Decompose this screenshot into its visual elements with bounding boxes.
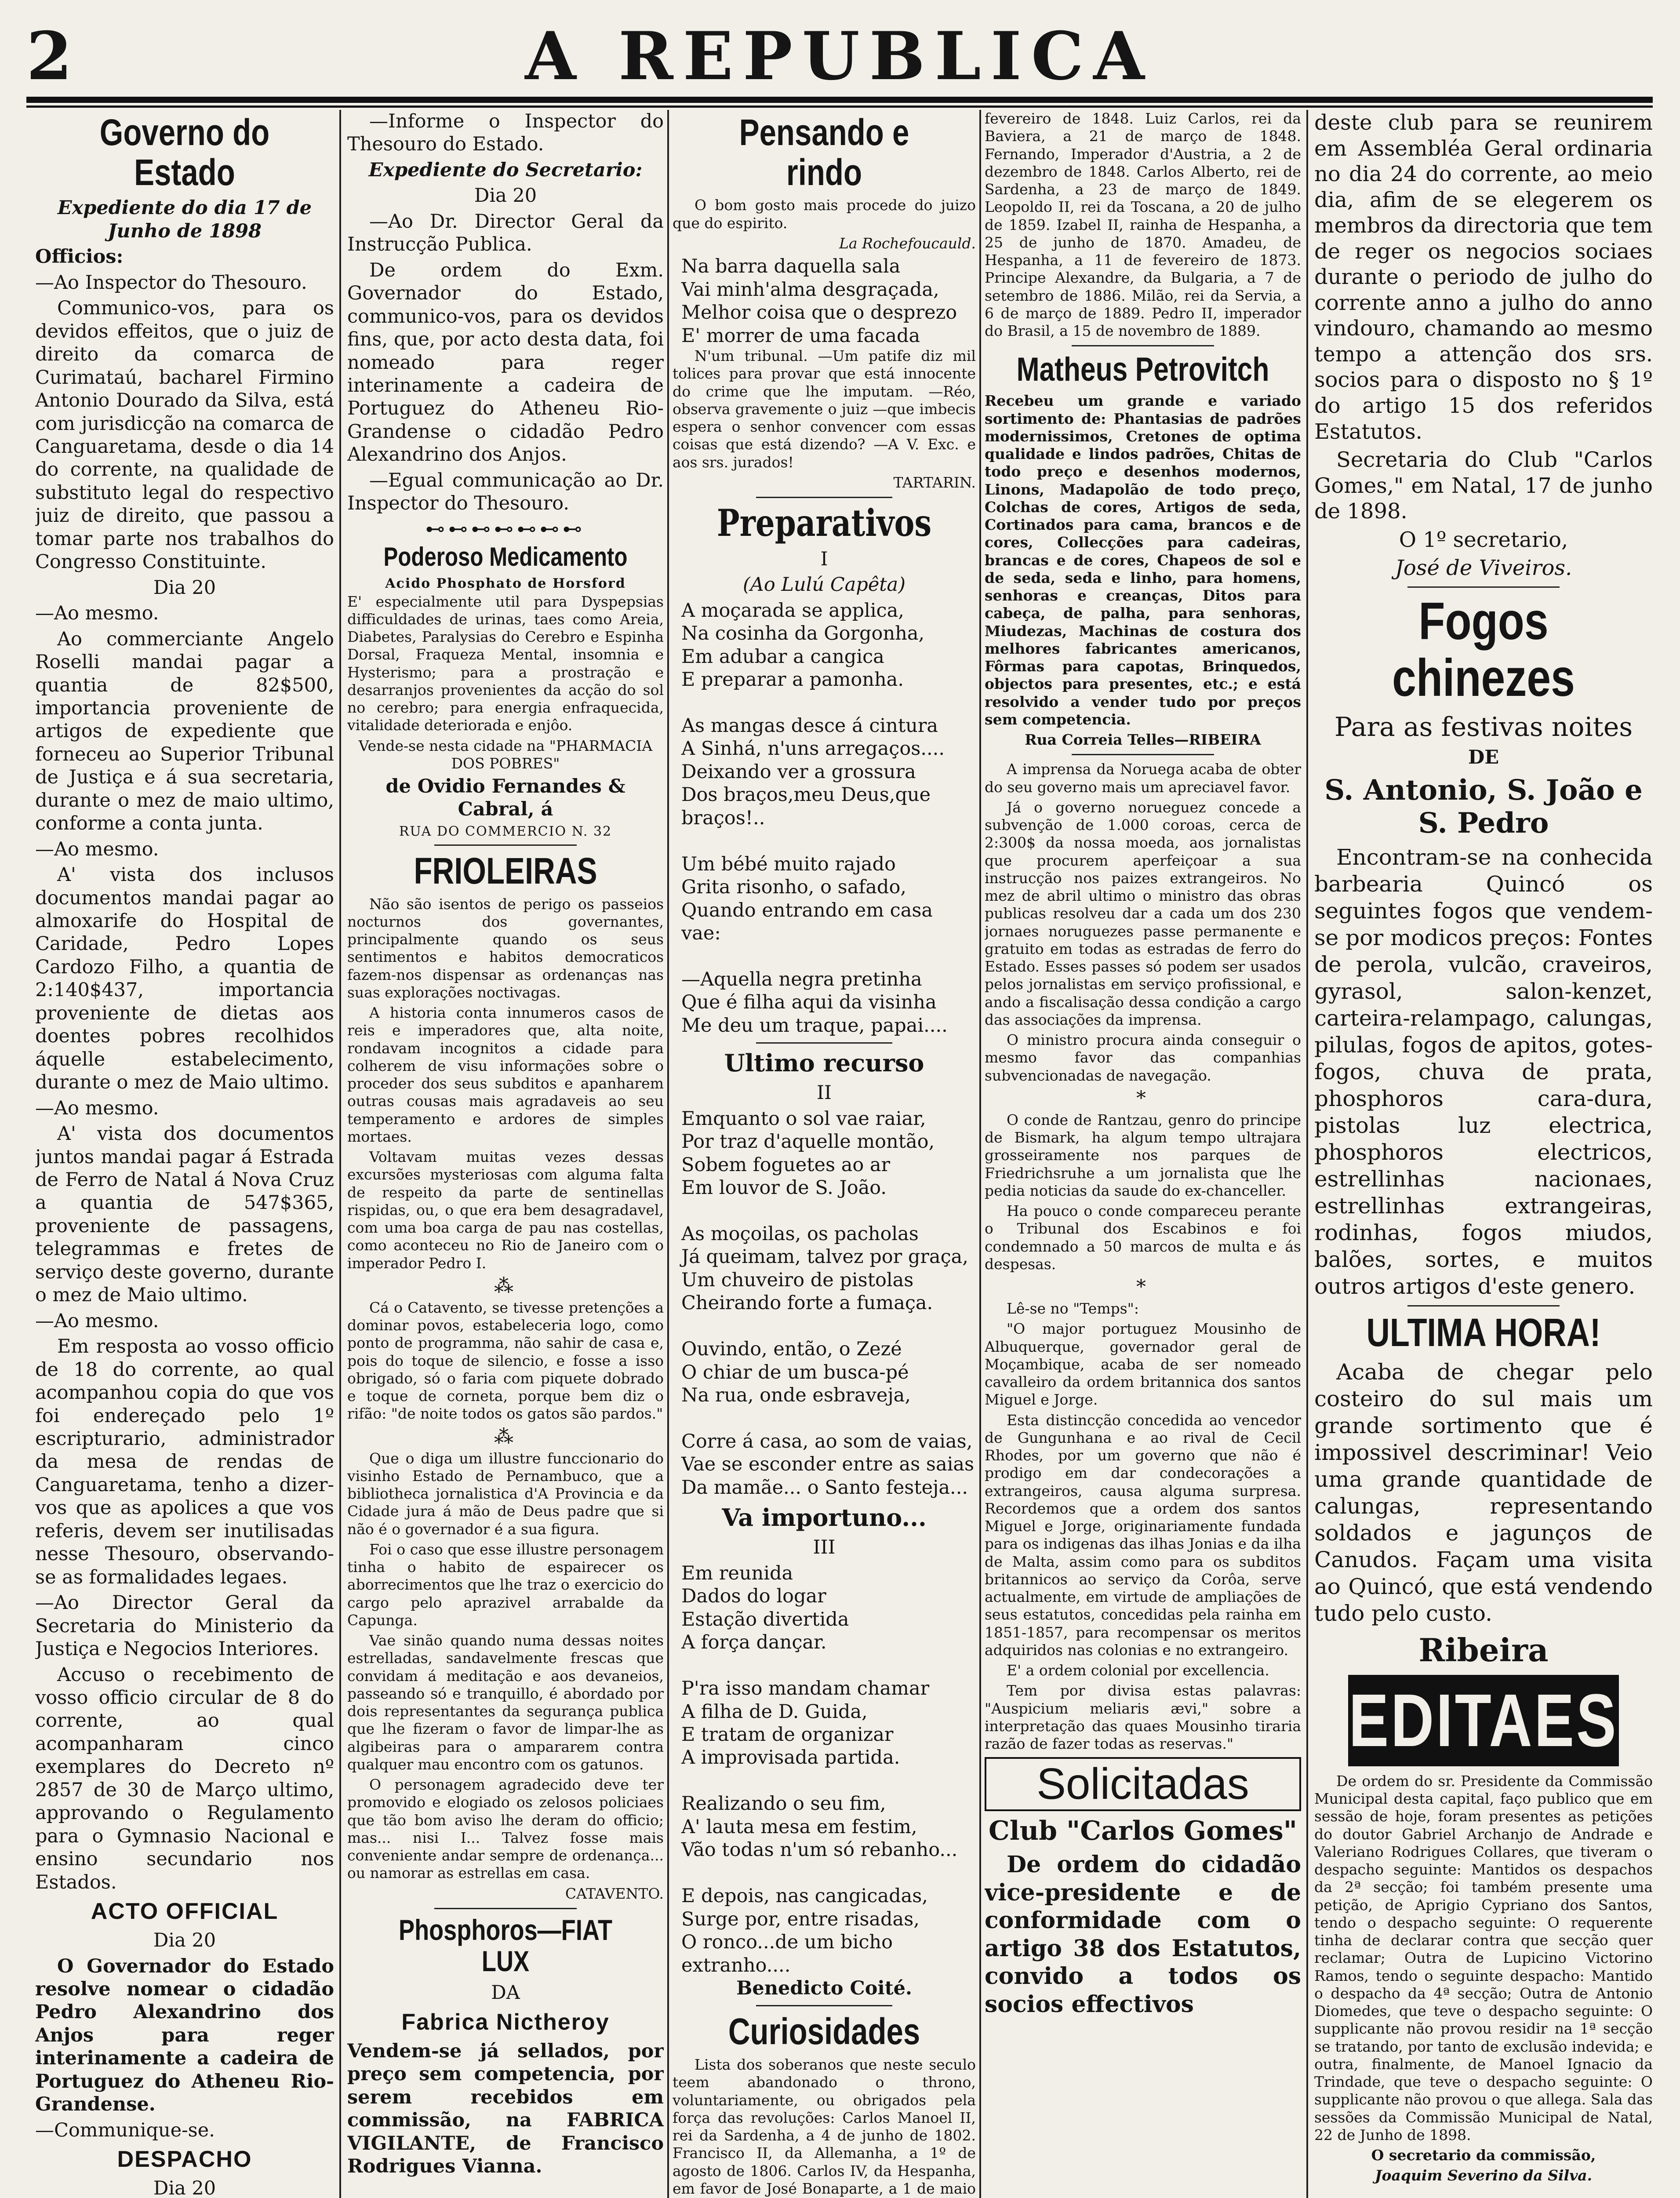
fogos-saints: S. Antonio, S. João e S. Pedro [1324, 773, 1643, 840]
ad-medicamento-body: E' especialmente util para Dyspepsias difficuldades de urinas, taes como Areia, Diabetes, Paralysias do Cerebro e Espinha Dorsal, Fraqueza Mental, insomnia e Hysterismo; para a prostração e desarranjos provenientes da acção do sol no cerebro; para energia enfraquecida, vitalidade deteriorada e enjôo. [347, 593, 664, 734]
ultimo-recurso-heading: Ultimo recurso [724, 1049, 924, 1077]
verse-line: Vae se esconder entre as saias [681, 1453, 975, 1476]
verse-line: Vai minh'alma desgraçada, [681, 278, 939, 301]
poem-number: III [813, 1536, 836, 1559]
quote-author: La Rochefoucauld. [839, 234, 976, 252]
column-divider [979, 110, 981, 2198]
article-paragraph: fevereiro de 1848. Luiz Carlos, rei da Baviera, a 21 de março de 1848. Fernando, Imperador d'Austria, a 2 de dezembro de 1848. Carlos Alberto, rei de Sardenha, a 23 de março de 1849. Leopoldo II, rei da Toscana, a 20 de julho de 1859. Izabel II, rainha de Hespanha, a 25 de junho de 1870. Amadeu, de Hespanha, a 11 de fevereiro de 1873. Principe Alexandre, da Bulgaria, a 7 de setembro de 1886. Milão, rei da Servia, a 6 de março de 1889. Pedro II, imperador do Brasil, a 15 de novembro de 1889. [985, 110, 1301, 339]
article-paragraph: N'um tribunal. —Um patife diz mil tolices para provar que está innocente do crime que lhe imputam. —Réo, observa gravemente o juiz —que imbecis espera o senhor convencer com essas coisas que está dizendo? —A V. Exc. e aos srs. jurados! [673, 347, 976, 471]
ad-phosphoros-title: Phosphoros—FIAT LUX [398, 1913, 613, 1978]
fogos-subheading: Para as festivas noites [1334, 712, 1633, 743]
verse-line: A força dançar. [681, 1631, 827, 1654]
poem-number: II [817, 1082, 832, 1104]
ad-phosphoros-da: DA [491, 1982, 520, 2004]
verse-line: Na rua, onde esbraveja, [681, 1384, 911, 1407]
verse-line: O chiar de um busca-pé [681, 1361, 909, 1383]
expediente-date: Expediente do dia 17 de Junho de 1898 [57, 197, 312, 242]
verse-line: —Aquella negra pretinha [681, 968, 922, 990]
divider [756, 1042, 893, 1044]
verse-line: As mangas desce á cintura [681, 714, 938, 737]
column-2 [347, 110, 664, 2198]
article-paragraph: Communico-vos, para os devidos effeitos, que o juiz de direito da comarca de Curimataú, bacharel Firmino Antonio Dourado da Silva, está com jurisdicção na comarca de Canguaretama, desde o dia 14 do corrente, na qualidade de substituto legal do respectivo juiz de direito, que passou a tomar parte nos trabalhos do Congresso Constituinte. [35, 297, 334, 573]
ultima-hora-body: Acaba de chegar pelo costeiro do sul mais um grande sortimento que é impossivel descriminar! Veio uma grande quantidade de calungas, representando soldados e jagunços de Canudos. Façam uma visita ao Quincó, que está vendendo tudo pelo custo. [1314, 1359, 1653, 1626]
ad-petrovitch-title: Matheus Petrovitch [1016, 351, 1269, 389]
article-paragraph: O Governador do Estado resolve nomear o cidadão Pedro Alexandrino dos Anjos para reger interinamente a cadeira de Portuguez do Atheneu Rio-Grandense. [35, 1955, 334, 2116]
ad-medicamento-sale: Vende-se nesta cidade na "PHARMACIA DOS POBRES" [358, 737, 653, 772]
asterism-icon: ⁂ [494, 1425, 517, 1448]
asterisk-icon: * [1136, 1276, 1149, 1299]
article-paragraph: Em resposta ao vosso officio de 18 do corrente, ao qual acompanhou copia do que vos foi endereçado pelo 1º escripturario, administrador da mesa de rendas de Canguaretama, tenho a dizer-vos que as apolices a que vos referis, devem ser inutilisadas nesse Thesouro, observando-se as formalidades legaes. [35, 1336, 334, 1588]
column-4 [985, 110, 1301, 2198]
verse-line [681, 1407, 976, 1430]
divider [434, 1908, 577, 1909]
masthead-rule [26, 97, 1653, 103]
verse-line: Corre á casa, ao som de vaias, [681, 1430, 973, 1453]
article-paragraph: Vae sinão quando numa dessas noites estrelladas, sandavelmente frescas que convidam á meditação e aos devaneios, passeando só e tranquillo, é abordado por dois representantes da segurança publica que lhe fizeram o favor de limpar-lhe as algibeiras para o ampararem contra qualquer mau encontro com os gatunos. [347, 1632, 664, 1773]
column-divider [1306, 110, 1308, 2198]
expediente-secretario: Expediente do Secretario: [368, 159, 643, 181]
ad-phosphoros-body: Vendem-se já sellados, por preço sem competencia, por serem recebidos em commissão, na FABRICA VIGILANTE, de Francisco Rodrigues Vianna. [347, 2040, 664, 2178]
masthead [26, 18, 1653, 106]
article-paragraph: Que o diga um illustre funccionario do visinho Estado de Pernambuco, que a bibliotheca jornalistica d'A Provincia e da Cidade jura á mão de Deus padre que si não é o governador é a sua figura. [347, 1449, 664, 1538]
column-5 [1314, 110, 1653, 2198]
ad-medicamento-subtitle: Acido Phosphato de Horsford [385, 575, 626, 591]
ad-medicamento-seller: de Ovidio Fernandes & Cabral, á [385, 775, 625, 821]
verse-line: E tratam de organizar [681, 1724, 894, 1746]
newspaper-title: A REPUBLICA [525, 18, 1154, 95]
signature-name: José de Viveiros. [1395, 556, 1572, 581]
verse-line: A' lauta mesa em festim, [681, 1816, 917, 1838]
verse-line: Dos braços,meu Deus,que braços!.. [681, 784, 931, 829]
day-label: Dia 20 [153, 2177, 216, 2198]
article-paragraph: —Ao Inspector do Thesouro. [35, 271, 307, 294]
verse-line [681, 830, 976, 852]
ad-phosphoros-factory: Fabrica Nictheroy [401, 2009, 610, 2035]
club-heading: Club "Carlos Gomes" [989, 1816, 1297, 1847]
poem-dedication: (Ao Lulú Capêta) [743, 574, 905, 596]
verse-line: A Sinhá, n'uns arregaços.... [681, 738, 945, 760]
article-paragraph: —Ao mesmo. [35, 1097, 159, 1119]
article-paragraph: O conde de Rantzau, genro do principe de Bismark, ha algum tempo ultrajara grosseiramente nos parques de Friedrichsruhe a um jornalista que lhe pedia noticias da saude do ex-chanceller. [985, 1111, 1301, 1199]
frioleiras-heading: FRIOLEIRAS [414, 850, 597, 892]
ad-petrovitch-body: Recebeu um grande e variado sortimento de: Phantasias de padrões modernissimos, Cretones de optima qualidade e lindos padrões, Chitas de todo preço e desenhos modernos, Linons, Madapolão de todo preço, Colchas de cores, Artigos de seda, Cortinados para cama, brancos e de cores, Collecções para cadeiras, brancas e de cores, Chapeos de sol e de seda, seda e linho, para homens, senhoras e creanças, Ditos para cabeça, de palha, para senhoras, Miudezas, Machinas de costura dos melhores fabricantes americanos, Fôrmas para capotas, Brinquedos, objectos para presentes, etc.; e está resolvido a vender tudo por preços sem competencia. [985, 392, 1301, 728]
signature-title: O 1º secretario, [1399, 527, 1568, 552]
article-paragraph: "O major portuguez Mousinho de Albuquerque, governador geral de Moçambique, acaba de ser nomeado cavalleiro da ordem britannica dos santos Miguel e Jorge. [985, 1320, 1301, 1408]
verse-line: Um chuveiro de pistolas [681, 1269, 914, 1291]
divider [756, 2005, 893, 2006]
article-paragraph: De ordem do Exm. Governador do Estado, communico-vos, para os devidos fins, que, por acto desta data, foi nomeado para reger interinamente a cadeira de Portuguez do Atheneu Rio-Grandense o cidadão Pedro Alexandrino dos Anjos. [347, 259, 664, 466]
article-paragraph: —Ao Director Geral da Secretaria do Ministerio da Justiça e Negocios Interiores. [35, 1592, 334, 1660]
day-label: Dia 20 [474, 185, 537, 207]
page-number: 2 [26, 18, 73, 95]
article-paragraph: Ha pouco o conde compareceu perante o Tribunal dos Escabinos e foi condemnado a 50 marcos de multa e ás despesas. [985, 1202, 1301, 1273]
divider [1407, 586, 1560, 588]
ribeira-label: Ribeira [1418, 1631, 1549, 1669]
acto-official-heading: ACTO OFFICIAL [91, 1899, 279, 1925]
ultima-hora-heading: ULTIMA HORA! [1366, 1310, 1601, 1355]
verse-line [681, 1200, 976, 1223]
article-paragraph: O ministro procura ainda conseguir o mesmo favor das companhias subvencionadas de navegação. [985, 1031, 1301, 1084]
verse-line: Por traz d'aquelle montão, [681, 1131, 935, 1153]
day-label: Dia 20 [153, 1929, 216, 1952]
masthead-rule-thin [26, 106, 1653, 108]
article-paragraph: Voltavam muitas vezes dessas excursões mysteriosas com alguma falta de respeito da parte de sentinellas rispidas, ou, o que era bem desagradavel, com uma boa carga de pau nas costellas, como aconteceu no Rio de Janeiro com o imperador Pedro I. [347, 1148, 664, 1272]
verse-line [681, 1654, 976, 1677]
section-heading-governo: Governo do Estado [99, 112, 270, 193]
verse-line: Estação divertida [681, 1608, 849, 1630]
verse-line: P'ra isso mandam chamar [681, 1678, 930, 1700]
verse-block [673, 1107, 976, 1499]
divider [756, 497, 893, 498]
divider [434, 844, 577, 846]
editaes-signature-name: Joaquim Severino da Silva. [1375, 2167, 1593, 2184]
verse-line: Realizando o seu fim, [681, 1793, 886, 1815]
verse-line [681, 1862, 976, 1885]
article-paragraph: —Ao mesmo. [35, 838, 159, 860]
verse-line: Já queimam, talvez por graça, [681, 1246, 968, 1268]
editaes-heading: EDITAES [1348, 1675, 1619, 1766]
fogos-heading: Fogos chinezes [1392, 591, 1575, 708]
poem-number: I [820, 548, 828, 570]
pensando-heading: Pensando e rindo [739, 112, 909, 193]
article-paragraph: A imprensa da Noruega acaba de obter do seu governo mais um apreciavel favor. [985, 761, 1301, 796]
article-paragraph: —Egual communicação ao Dr. Inspector do Thesouro. [347, 469, 664, 515]
verse-line: Da mamãe... o Santo festeja... [681, 1476, 968, 1499]
article-paragraph: Não são isentos de perigo os passeios nocturnos dos governantes, principalmente quando os seus sentimentos e habitos democraticos fazem-nos dispensar as ordenanças nas suas explorações noctivagas. [347, 895, 664, 1001]
author-signature: CATAVENTO. [565, 1885, 664, 1902]
va-importuno-heading: Va importuno... [722, 1503, 927, 1532]
verse-line: Sobem foguetes ao ar [681, 1154, 891, 1176]
officios-label: Officios: [35, 246, 124, 268]
verse-line: Surge por, entre risadas, [681, 1908, 920, 1930]
despacho-heading: DESPACHO [117, 2147, 252, 2173]
ad-petrovitch-address: Rua Correia Telles—RIBEIRA [1025, 731, 1261, 749]
article-paragraph: —Ao Dr. Director Geral da Instrucção Publica. [347, 210, 664, 256]
article-paragraph: O personagem agradecido deve ter promovido e elogiado os zelosos policiaes que tão bom aviso lhe deram do officio; mas... nisi I... Talvez fosse mais conveniente andar sempre de ordenança... ou namorar as estrellas em casa. [347, 1776, 664, 1882]
asterism-icon: ⁂ [494, 1274, 517, 1297]
verse-line [681, 691, 976, 714]
ornament-divider: ⊷⊷⊷⊷⊷⊷⊷ [425, 517, 585, 540]
article-paragraph: A' vista dos inclusos documentos mandai pagar ao almoxarife do Hospital de Caridade, Pedro Lopes Cardozo Filho, a quantia de 2:140$437, importancia proveniente de dietas aos doentes pobres recolhidos áquelle estabelecimento, durante o mez de Maio ultimo. [35, 864, 334, 1094]
verse-line: Um bébé muito rajado [681, 853, 896, 875]
verse-block [673, 255, 976, 347]
article-paragraph: Foi o caso que esse illustre personagem tinha o habito de espairecer os aborrecimentos que lhe traz o exercicio do cargo pelo aprazivel arrabalde da Capunga. [347, 1540, 664, 1629]
verse-line: Vão todas n'um só rebanho... [681, 1839, 958, 1861]
article-paragraph: A' vista dos documentos juntos mandai pagar á Estrada de Ferro de Natal á Nova Cruz a quantia de 547$365, proveniente de passagens, telegrammas e fretes de serviço deste governo, durante o mez de Maio ultimo. [35, 1123, 334, 1306]
column-divider [339, 110, 341, 2198]
club-notice: De ordem do cidadão vice-presidente e de conformidade com o artigo 38 dos Estatutos, convido a todos os socios effectivos [985, 1851, 1301, 2018]
verse-line: A moçarada se applica, [681, 599, 904, 622]
author-signature: Benedicto Coité. [736, 1977, 912, 1999]
article-paragraph: Lê-se no "Temps": [1007, 1300, 1139, 1317]
article-paragraph: Tem por divisa estas palavras: "Auspicium meliaris ævi," sobre a interpretação das quaes Mousinho tiraria razão de fazer todas as reservas." [985, 1682, 1301, 1753]
article-paragraph: Ao commerciante Angelo Roselli mandai pagar a quantia de 82$500, importancia proveniente de artigos de expediente que forneceu ao Superior Tribunal de Justiça e á sua secretaria, durante o mez de maio ultimo, conforme a conta junta. [35, 628, 334, 835]
ad-medicamento-title: Poderoso Medicamento [383, 542, 628, 571]
column-1 [35, 110, 334, 2198]
article-paragraph: deste club para se reunirem em Assembléa Geral ordinaria no dia 24 do corrente, ao meio dia, afim de se elegerem os membros da directoria que tem de reger os negocios sociaes durante o periodo de julho do corrente anno a julho do anno vindouro, chamando ao mesmo tempo a attenção dos srs. socios para o disposto no § 1º do artigo 15 dos referidos Estatutos. [1314, 110, 1653, 444]
article-paragraph: A historia conta innumeros casos de reis e imperadores que, alta noite, rondavam incognitos a cidade para colherem de visu informações sobre o proceder dos seus subditos e apanharem outras cousas mais agradaveis ao seu temperamento e ardores de simples mortaes. [347, 1004, 664, 1145]
verse-line: Dados do logar [681, 1585, 826, 1608]
verse-block [673, 599, 976, 1037]
article-paragraph: —Ao mesmo. [35, 1310, 159, 1332]
article-paragraph: Esta distincção concedida ao vencedor de Gungunhana e ao rival de Cecil Rhodes, por um governo que não é prodigo em dar condecorações a extrangeiros, causa alguma surpresa. Recordemos que a ordem dos santos Miguel e Jorge, originariamente fundada para os indigenas das ilhas Jonias e da ilha de Malta, assim como para os subditos britannicos ao serviço da Corôa, serve actualmente, em virtude de ampliações de seus estatutos, concedidas pela rainha em 1851-1857, para recompensar os meritos adquiridos nas colonias e no extrangeiro. [985, 1411, 1301, 1659]
verse-line: Na cosinha da Gorgonha, [681, 622, 925, 645]
verse-line: Deixando ver a grossura [681, 761, 916, 783]
article-paragraph: —Communique-se. [35, 2119, 215, 2141]
verse-line [681, 1769, 976, 1792]
verse-line [681, 1315, 976, 1338]
column-3 [673, 110, 976, 2198]
verse-line: E depois, nas cangicadas, [681, 1885, 928, 1907]
fogos-de: DE [1468, 746, 1499, 769]
ad-medicamento-address: RUA DO COMMERCIO N. 32 [399, 823, 612, 839]
verse-line: Melhor coisa que o desprezo [681, 302, 957, 324]
divider [1407, 1305, 1560, 1306]
divider [1072, 345, 1214, 346]
curiosidades-heading: Curiosidades [728, 2011, 920, 2052]
verse-line: Em reunida [681, 1562, 793, 1584]
verse-line: Cheirando forte a fumaça. [681, 1292, 933, 1314]
verse-line: Me deu um traque, papai.... [681, 1014, 948, 1037]
verse-line: Que é filha aqui da visinha [681, 991, 937, 1014]
day-label: Dia 20 [153, 576, 216, 599]
article-paragraph: —Ao mesmo. [35, 602, 159, 625]
article-paragraph: Secretaria do Club "Carlos Gomes," em Natal, 17 de junho de 1898. [1314, 448, 1653, 524]
article-paragraph: Já o governo norueguez concede a subvenção de 1.000 coroas, cerca de 2:300$ da nossa moeda, aos jornalistas que procurem aperfeiçoar a sua instrucção nos paizes extrangeiros. No mez de abril ultimo o ministro das obras publicas resolveu dar a cada um dos 230 jornaes noruguezes passe permanente e gratuito em todas as estradas de ferro do Estado. Esses passes só podem ser usados pelos jornalistas em serviço profissional, e ando a fiscalisação dessa condição a cargo das associações da imprensa. [985, 798, 1301, 1028]
editaes-body: De ordem do sr. Presidente da Commissão Municipal desta capital, faço publico que em sessão de hoje, foram presentes as petições do doutor Gabriel Archanjo de Andrade e Valeriano Rodrigues Collares, que tiveram o despacho seguinte: Mantidos os despachos da 2ª secção; foi também presente uma petição, de Aprigio Cypriano dos Santos, tendo o despacho seguinte: O requerente tinha de declarar contra que secção quer reclamar; Outra de Lupicino Victorino Ramos, tendo o seguinte despacho: Mantido o despacho da 4ª secção; Outra de Antonio Diomedes, que teve o despacho seguinte: O supplicante não provou residir na 1ª secção se tratando, por tanto de exclusão indevida; e outra, finalmente, de Manoel Ignacio da Trindade, que teve o despacho seguinte: O supplicante não provou o que allega. Sala das sessões da Commissão Municipal de Natal, 22 de Junho de 1898. [1314, 1772, 1653, 2143]
article-paragraph: Lista dos soberanos que neste seculo teem abandonado o throno, voluntariamente, ou obrigados pela força das revoluções: Carlos Manoel II, rei da Sardenha, a 4 de junho de 1802. Francisco II, da Allemanha, a 1º de agosto de 1806. Carlos IV, da Hespanha, em favor de José Bonaparte, a 1 de maio [673, 2056, 976, 2197]
verse-line: Quando entrando em casa vae: [681, 899, 933, 944]
fogos-body: Encontram-se na conhecida barbearia Quincó os seguintes fogos que vendem-se por modicos preços: Fontes de perola, vulcão, craveiros, gyrasol, salon-kenzet, carteira-relampago, calungas, pilulas, fogos de apitos, gotes-fogos, chuva de prata, phosphoros cara-dura, pistolas luz electrica, phosphoros electricos, estrellinhas nacionaes, estrellinhas extrangeiras, rodinhas, fogos miudos, balões, sortes, e muitos outros artigos d'este genero. [1314, 844, 1653, 1299]
verse-line: A filha de D. Guida, [681, 1700, 868, 1723]
author-signature: TARTARIN. [893, 473, 976, 491]
article-paragraph: E' a ordem colonial por excellencia. [1007, 1662, 1269, 1679]
verse-line: E' morrer de uma facada [681, 324, 920, 347]
verse-line: Ouvindo, então, o Zezé [681, 1338, 902, 1361]
verse-line: A improvisada partida. [681, 1747, 900, 1769]
verse-line: Em adubar a cangica [681, 645, 884, 668]
verse-line: E preparar a pamonha. [681, 668, 904, 691]
verse-line: Emquanto o sol vae raiar, [681, 1107, 926, 1130]
verse-line: As moçoilas, os pacholas [681, 1223, 919, 1245]
verse-block [673, 1562, 976, 1977]
article-paragraph: —Informe o Inspector do Thesouro do Estado. [347, 110, 664, 156]
verse-line: O ronco...de um bicho extranho.... [681, 1931, 893, 1976]
solicitadas-heading: Solicitadas [985, 1757, 1301, 1811]
editaes-signature-title: O secretario da commissão, [1371, 2147, 1596, 2164]
verse-line [681, 945, 976, 968]
verse-line: Grita risonho, o safado, [681, 876, 907, 899]
column-divider [667, 110, 669, 2198]
preparativos-heading: Preparativos [716, 501, 932, 545]
verse-line: Em louvor de S. João. [681, 1177, 887, 1199]
verse-line: Na barra daquella sala [681, 255, 901, 278]
quote-text: O bom gosto mais procede do juizo que do espirito. [673, 197, 976, 232]
divider [1072, 754, 1214, 755]
article-paragraph: Cá o Catavento, se tivesse pretenções a dominar povos, estabeleceria logo, como ponto de programma, não sahir de casa e, pois do toque de silencio, e fosse a isso obrigado, só o faria com piquete dobrado e toque de corneta, porque bem diz o rifão: "de noite todos os gatos são pardos." [347, 1299, 664, 1423]
asterisk-icon: * [1136, 1087, 1149, 1110]
article-paragraph: Accuso o recebimento de vosso officio circular de 8 do corrente, ao qual acompanharam cinco exemplares do Decreto nº 2857 de 30 de Março ultimo, approvando o Regulamento para o Gymnasio Nacional e ensino secundario nos Estados. [35, 1663, 334, 1893]
